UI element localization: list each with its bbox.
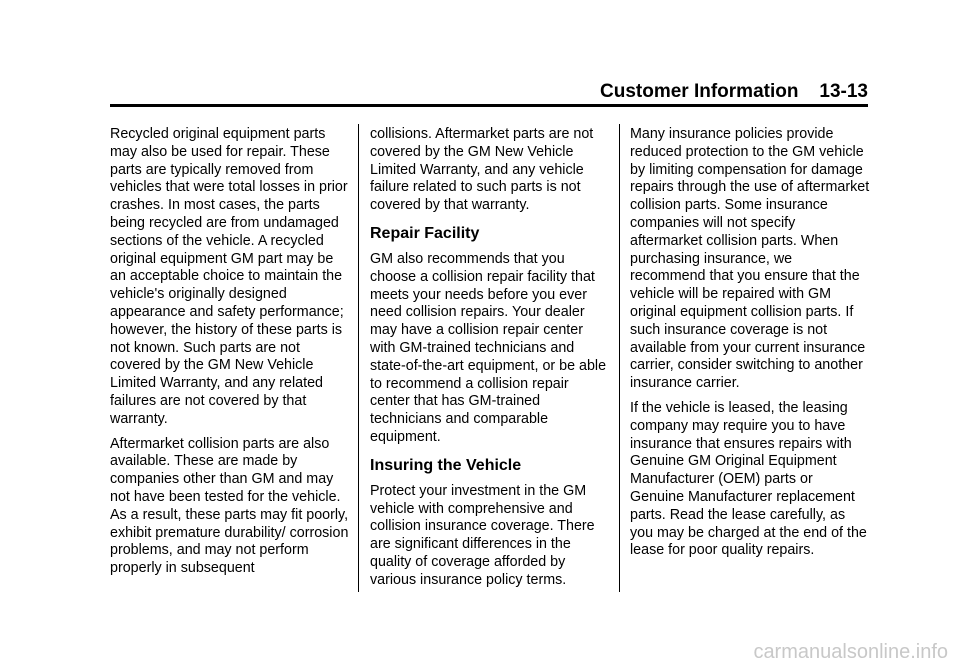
column-divider bbox=[619, 124, 620, 592]
watermark: carmanualsonline.info bbox=[753, 641, 948, 663]
paragraph: Many insurance policies provide reduced protection to the GM vehicle by limiting compensation for damage repairs through the use of aftermarket collision parts. Some insurance companies will not specify aftermarket collision parts. When purchasing insurance, we recommend that you ensure that the vehicle will be repaired with GM original equipment collision parts. If such insurance coverage is not available from your current insurance carrier, consider switching to another insurance carrier. bbox=[630, 126, 870, 392]
text-column-1 bbox=[110, 126, 350, 585]
heading-insuring-vehicle: Insuring the Vehicle bbox=[370, 456, 522, 474]
column-divider bbox=[358, 124, 359, 592]
paragraph: Aftermarket collision parts are also available. These are made by companies other than GM and may not have been tested for the vehicle. As a result, these parts may fit poorly, exhibit premature durability/ corrosion problems, and may not perform properly in subsequent bbox=[110, 435, 349, 577]
paragraph: GM also recommends that you choose a collision repair facility that meets your needs before you ever need collision repairs. Your dealer may have a collision repair center with GM-trained technicians and state-of-the-art equipment, or be able to recommend a collision repair center that has GM-trained technicians and comparable equipment. bbox=[370, 250, 607, 445]
text-column-2 bbox=[370, 126, 610, 597]
paragraph: Recycled original equipment parts may also be used for repair. These parts are typically removed from vehicles that were total losses in prior crashes. In most cases, the parts being recycled are from undamaged sections of the vehicle. A recycled original equipment GM part may be an acceptable choice to maintain the vehicle's originally designed appearance and safety performance; however, the history of these parts is not known. Such parts are not covered by the GM New Vehicle Limited Warranty, and any related failures are not covered by that warranty. bbox=[110, 126, 348, 427]
page-header bbox=[110, 80, 868, 107]
paragraph: If the vehicle is leased, the leasing company may require you to have insurance that ensures repairs with Genuine GM Original Equipment Manufacturer (OEM) parts or Genuine Manufacturer replacement parts. Read the lease carefully, as you may be charged at the end of the lease for poor quality repairs. bbox=[630, 399, 867, 559]
text-column-3 bbox=[630, 126, 870, 567]
page-number: 13-13 bbox=[819, 81, 868, 102]
section-title: Customer Information bbox=[600, 81, 799, 102]
paragraph: Protect your investment in the GM vehicle with comprehensive and collision insurance coverage. There are significant differences in the quality of coverage afforded by various insurance policy terms. bbox=[370, 482, 595, 588]
paragraph: collisions. Aftermarket parts are not covered by the GM New Vehicle Limited Warranty, and any vehicle failure related to such parts is not covered by that warranty. bbox=[370, 126, 594, 214]
heading-repair-facility: Repair Facility bbox=[370, 224, 480, 242]
